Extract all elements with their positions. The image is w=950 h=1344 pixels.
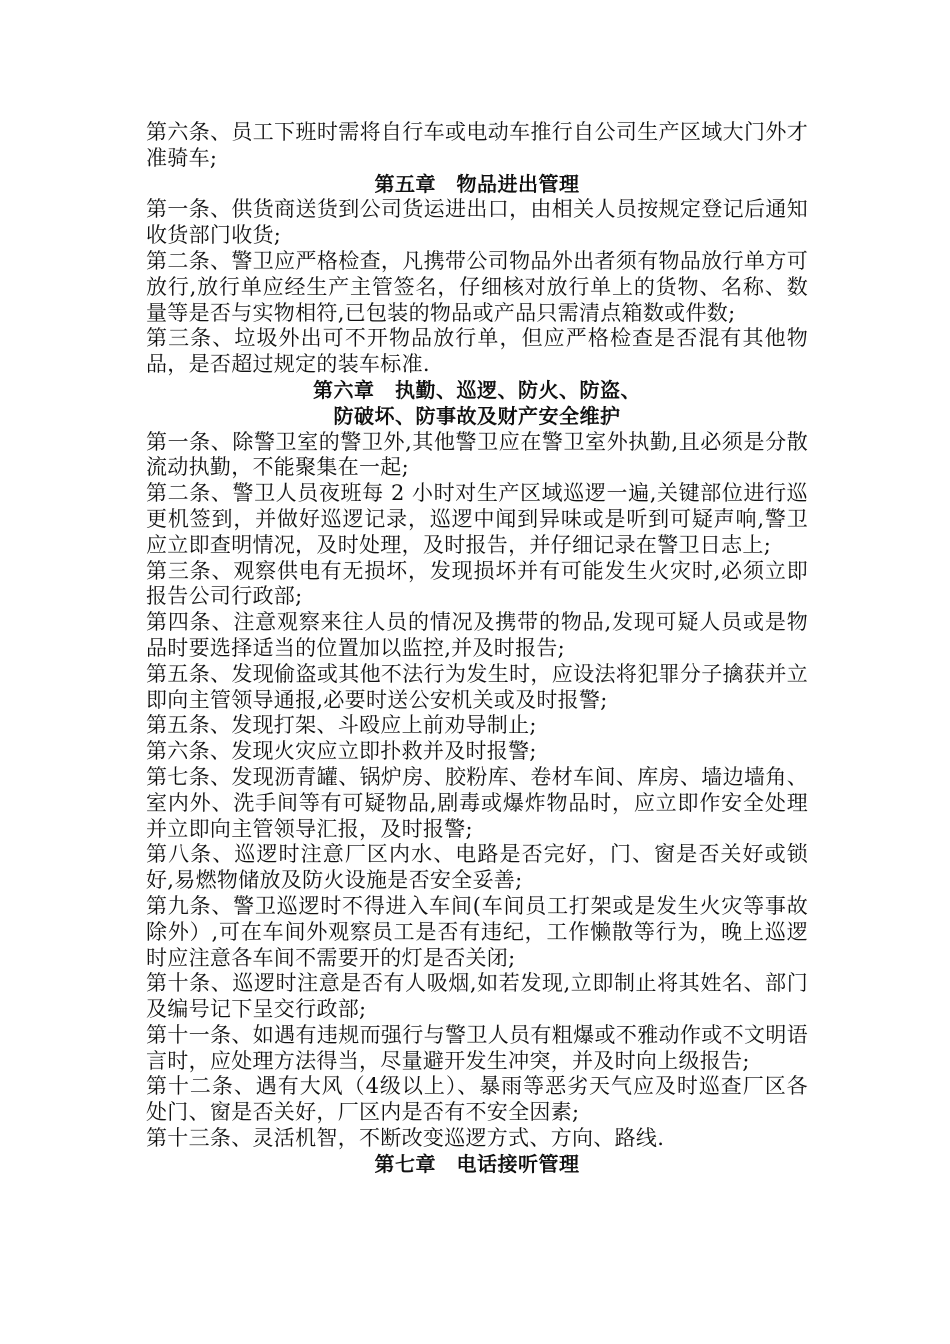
article-paragraph: 第五条、发现偷盗或其他不法行为发生时，应设法将犯罪分子擒获并立即向主管领导通报,必要时送公安机关或及时报警; [146,661,808,712]
article-paragraph: 第十二条、遇有大风（4级以上）、暴雨等恶劣天气应及时巡查厂区各处门、窗是否关好，厂区内是否有不安全因素; [146,1074,808,1125]
document-page [146,120,808,1178]
chapter-heading: 第七章 电话接听管理 [374,1151,580,1176]
article-paragraph: 第五条、发现打架、斗殴应上前劝导制止; [146,713,537,738]
article-paragraph: 第七条、发现沥青罐、锅炉房、胶粉库、卷材车间、库房、墙边墙角、室内外、洗手间等有可疑物品,剧毒或爆炸物品时，应立即作安全处理并立即向主管领导汇报，及时报警; [146,764,808,841]
chapter-heading: 第五章 物品进出管理 [374,171,580,196]
article-paragraph: 第二条、警卫应严格检查，凡携带公司物品外出者须有物品放行单方可放行,放行单应经生产主管签名，仔细核对放行单上的货物、名称、数量等是否与实物相符,已包装的物品或产品只需清点箱数或件数; [146,248,808,325]
article-paragraph: 第六条、员工下班时需将自行车或电动车推行自公司生产区域大门外才准骑车; [146,120,808,170]
article-paragraph: 第三条、垃圾外出可不开物品放行单，但应严格检查是否混有其他物品，是否超过规定的装车标准. [146,326,808,377]
article-paragraph: 第十一条、如遇有违规而强行与警卫人员有粗爆或不雅动作或不文明语言时，应处理方法得当，尽量避开发生冲突，并及时向上级报告; [146,1022,808,1073]
article-paragraph: 第八条、巡逻时注意厂区内水、电路是否完好，门、窗是否关好或锁好,易燃物储放及防火设施是否安全妥善; [146,842,808,893]
article-paragraph: 第十条、巡逻时注意是否有人吸烟,如若发现,立即制止将其姓名、部门及编号记下呈交行政部; [146,971,808,1022]
chapter-heading: 第六章 执勤、巡逻、防火、防盗、 [313,377,641,402]
article-paragraph: 第十三条、灵活机智，不断改变巡逻方式、方向、路线. [146,1126,665,1151]
article-paragraph: 第二条、警卫人员夜班每 2 小时对生产区域巡逻一遍,关键部位进行巡更机签到，并做好巡逻记录，巡逻中闻到异味或是听到可疑声响,警卫应立即查明情况，及时处理，及时报告，并仔细记录在警卫日志上; [146,481,808,557]
article-paragraph: 第九条、警卫巡逻时不得进入车间(车间员工打架或是发生火灾等事故除外）,可在车间外观察员工是否有违纪，工作懒散等行为，晚上巡逻时应注意各车间不需要开的灯是否关闭; [146,893,808,970]
article-paragraph: 第三条、观察供电有无损坏，发现损坏并有可能发生火灾时,必须立即报告公司行政部; [146,558,808,609]
article-paragraph: 第一条、供货商送货到公司货运进出口，由相关人员按规定登记后通知收货部门收货; [146,197,808,248]
article-paragraph: 第一条、除警卫室的警卫外,其他警卫应在警卫室外执勤,且必须是分散流动执勤，不能聚集在一起; [146,429,808,480]
article-paragraph: 第四条、注意观察来往人员的情况及携带的物品,发现可疑人员或是物品时要选择适当的位置加以监控,并及时报告; [146,610,808,660]
article-paragraph: 第六条、发现火灾应立即扑救并及时报警; [146,739,537,764]
chapter-heading-continued: 防破坏、防事故及财产安全维护 [333,403,621,428]
